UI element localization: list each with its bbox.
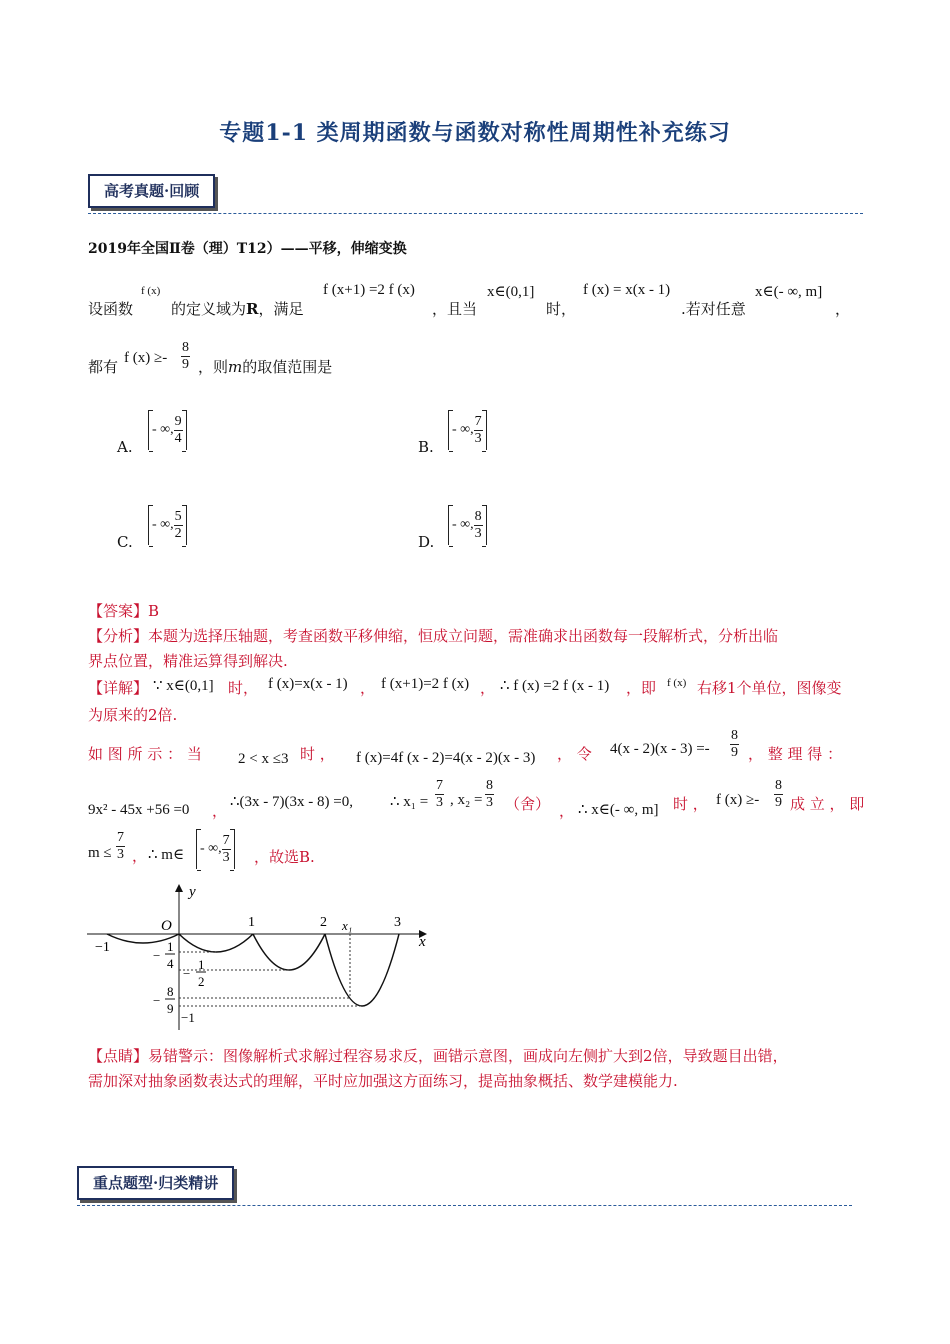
detail-text: 时 ，: [300, 745, 335, 763]
option-b-label[interactable]: B.: [418, 438, 434, 456]
math-detail: f (x)=x(x - 1): [268, 676, 348, 692]
curve-segment-4: [325, 934, 399, 1006]
detail-text: ，: [360, 679, 376, 697]
math-detail: f (x): [667, 677, 687, 689]
page-title: 专题1-1 类周期函数与函数对称性周期性补充练习: [219, 120, 731, 146]
question-text: 时，: [546, 300, 577, 318]
option-a-interval[interactable]: - ∞, $\frac{9}{4}$: [148, 410, 187, 450]
detail-text: ，: [212, 802, 228, 820]
question-text: ，: [835, 300, 851, 318]
y-tick-num: 8: [167, 984, 174, 999]
question-text: .若对任意: [681, 300, 746, 318]
math-detail: f (x) ≥-: [716, 792, 760, 808]
y-tick-den: 4: [167, 956, 174, 971]
y-tick-num: 1: [167, 939, 174, 954]
detail-text: 成 立 ， 即: [790, 795, 865, 813]
detail-text: （舍）: [505, 795, 551, 813]
detail-text: ，: [559, 802, 575, 820]
x-tick-label: 3: [394, 915, 401, 930]
analysis-line-2: 界点位置，精准运算得到解决.: [88, 652, 288, 670]
option-d-interval[interactable]: - ∞, $\frac{8}{3}$: [448, 505, 487, 545]
section-header-topics: 重点题型·归类精讲: [77, 1166, 234, 1200]
option-c-label[interactable]: C.: [117, 533, 133, 551]
section-header-review: 高考真题·回顾: [88, 174, 215, 208]
function-graph: [85, 880, 445, 1035]
question-source: 2019年全国Ⅱ卷（理）T12）——平移，伸缩变换: [88, 241, 407, 257]
section-divider: [77, 1205, 852, 1206]
y-tick-minus: −: [183, 966, 191, 981]
x-axis-label: x: [419, 934, 426, 950]
option-a-label[interactable]: A.: [117, 438, 133, 456]
math-inequality: f (x) ≥-: [124, 350, 168, 366]
math-fraction: $\frac{7}{3}$: [117, 830, 124, 862]
math-domain-cond: x∈(0,1]: [487, 284, 535, 300]
y-tick-minus: −: [153, 993, 161, 1008]
math-detail: 9x² - 45x +56 =0: [88, 802, 190, 818]
detail-label: 【详解】: [88, 679, 149, 697]
x-tick-label: x₁: [342, 918, 353, 933]
math-interval: - ∞, $\frac{7}{3}$: [196, 829, 235, 869]
question-text: ，且当: [432, 300, 478, 318]
option-b-interval[interactable]: - ∞, $\frac{7}{3}$: [448, 410, 487, 450]
detail-text: 为原来的2倍.: [88, 706, 178, 724]
math-detail: m ≤: [88, 845, 112, 861]
detail-text: ，: [480, 679, 496, 697]
detail-text: 时，: [228, 679, 259, 697]
detail-text: ， 令: [557, 745, 592, 763]
math-fraction: $\frac{8}{9}$: [182, 340, 189, 372]
y-tick-minus: −: [153, 948, 161, 963]
y-tick-den: 9: [167, 1001, 174, 1016]
y-tick-num: 1: [198, 957, 205, 972]
detail-text: 如 图 所 示 ： 当: [88, 745, 202, 763]
math-detail: 4(x - 2)(x - 3) =-: [610, 741, 710, 757]
x-tick-label: −1: [95, 940, 110, 955]
option-d-label[interactable]: D.: [418, 533, 435, 551]
question-text: 的定义域为R，满足: [171, 300, 304, 318]
detail-text: ，故选B.: [254, 848, 315, 866]
math-fraction: $\frac{7}{3}$: [436, 778, 443, 810]
option-c-interval[interactable]: - ∞, $\frac{5}{2}$: [148, 505, 187, 545]
curve-segment-3: [253, 934, 325, 970]
math-detail: 2 < x ≤3: [238, 751, 289, 767]
tip-line-1: 【点睛】易错警示：图像解析式求解过程容易求反，画错示意图，画成向左侧扩大到2倍，导致题目出错，: [88, 1047, 788, 1065]
section-divider: [88, 213, 863, 214]
math-detail: , x₂ =: [450, 792, 483, 808]
math-detail: f (x)=4f (x - 2)=4(x - 2)(x - 3): [356, 750, 536, 766]
math-detail: ∴ x₁ =: [390, 794, 429, 810]
tip-line-2: 需加深对抽象函数表达式的理解，平时应加强这方面练习，提高抽象概括、数学建模能力.: [88, 1072, 678, 1090]
x-tick-label: 2: [320, 915, 327, 930]
math-detail: ∴ m∈: [148, 847, 185, 863]
math-fraction: $\frac{8}{9}$: [731, 728, 738, 760]
math-fx: f (x): [141, 285, 161, 297]
detail-text: ，: [132, 847, 148, 865]
detail-text: 右移1个单位，图像变: [697, 679, 842, 697]
math-fraction: $\frac{8}{3}$: [486, 778, 493, 810]
question-text: ，则m的取值范围是: [198, 358, 333, 376]
x-tick-label: 1: [248, 915, 255, 930]
math-detail: ∵ x∈(0,1]: [153, 678, 214, 694]
y-tick-label: −1: [181, 1010, 195, 1025]
y-tick-den: 2: [198, 974, 205, 989]
math-detail: ∴ f (x) =2 f (x - 1): [500, 678, 610, 694]
analysis-line-1: 【分析】本题为选择压轴题，考查函数平移伸缩，恒成立问题，需准确求出函数每一段解析式，分析出临: [88, 627, 779, 645]
math-definition: f (x) = x(x - 1): [583, 282, 671, 298]
question-text: 设函数: [88, 300, 134, 318]
origin-label: O: [161, 918, 172, 934]
answer-line: 【答案】B: [88, 602, 160, 620]
curve-segment-2: [179, 934, 253, 952]
math-detail: f (x+1)=2 f (x): [381, 676, 470, 692]
detail-text: 时 ，: [673, 795, 708, 813]
question-text: 都有: [88, 358, 119, 376]
math-detail: ∴(3x - 7)(3x - 8) =0,: [230, 794, 353, 810]
math-functional-eq: f (x+1) =2 f (x): [323, 282, 415, 298]
math-fraction: $\frac{8}{9}$: [775, 778, 782, 810]
detail-text: ， 整 理 得 ：: [748, 745, 843, 763]
detail-text: ，即: [626, 679, 657, 697]
math-range: x∈(- ∞, m]: [755, 284, 823, 300]
math-detail: ∴ x∈(- ∞, m]: [578, 802, 659, 818]
y-axis-label: y: [189, 884, 196, 900]
